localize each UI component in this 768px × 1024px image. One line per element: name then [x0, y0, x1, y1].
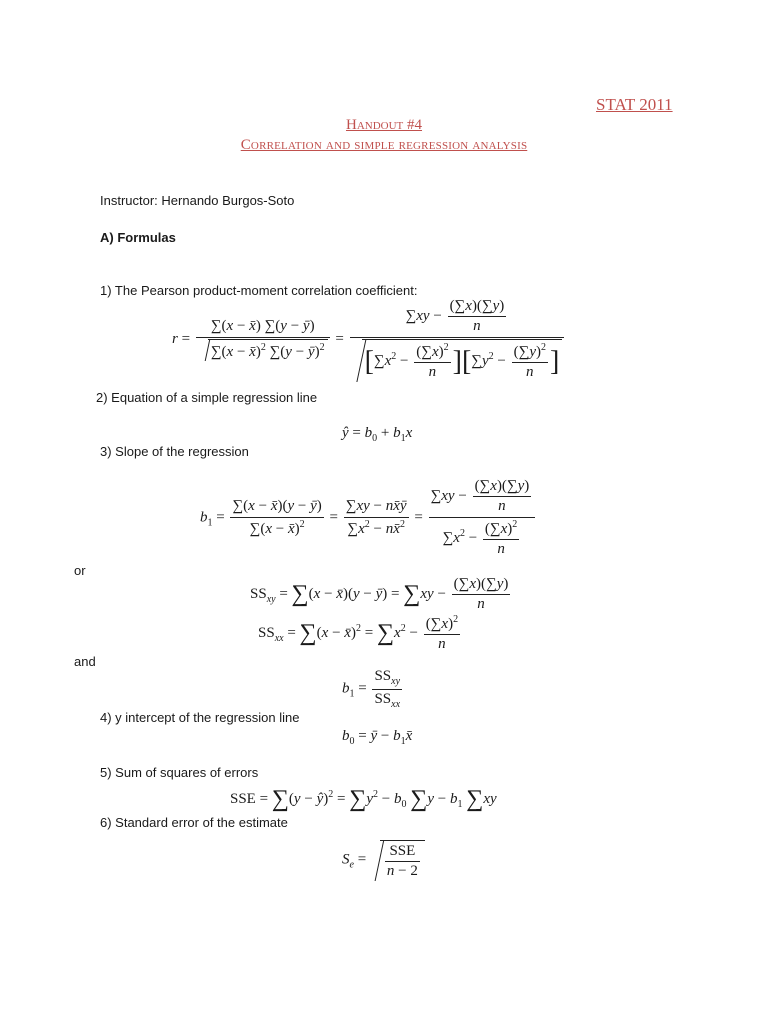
course-code: STAT 2011 — [596, 95, 673, 114]
intercept-formula: $b_0$ = ȳ − $b_1x̄$ — [342, 728, 413, 747]
pearson-formula: r = $\frac{\sum(x - x̄) \sum(y - ȳ)}{\sum(x - x̄)^2 \sum(y - ȳ)^2}$ = ∑xy − $\frac{(\sum x)(\sum y)}{n}$ [$\sum x^2$ − $\frac{(\sum x)^2}{n}$ ][$\sum y^2$ − $\frac{(\sum y)^2}{n}$ ] — [172, 298, 566, 381]
item-6-label: 6) Standard error of the estimate — [100, 815, 288, 830]
instructor-line: Instructor: Hernando Burgos-Soto — [100, 193, 295, 208]
sse-formula: SSE = ∑(y − ŷ)$^2$ = $\sum y^2 - b_0$ $\sum y - b_1$ ∑xy — [230, 786, 497, 812]
item-4-label: 4) y intercept of the regression line — [100, 710, 300, 725]
slope-formula: $b_1$ = $\frac{\sum(x - x̄)(y - ȳ)}{\sum(x - x̄)^2}$ = $\frac{\sum xy - nx̄ȳ}{\sum x^2 - nx̄^2}$ = ∑xy − $\frac{(\sum x)(\sum y)}{n}$ $\sum x^2$ − $\frac{(\sum x)^2}{n}$ — [200, 478, 537, 558]
handout-title: Handout #4 — [345, 117, 423, 133]
handout-subtitle: Correlation and simple regression analysis — [240, 137, 528, 153]
or-label: or — [74, 563, 86, 578]
ssxy-formula: $SS_{xy} = \sum(x$ − x̄)(y − ȳ) = ∑xy − $\frac{(\sum x)(\sum y)}{n}$ — [250, 576, 509, 613]
item-3-label: 3) Slope of the regression — [100, 444, 249, 459]
item-5-label: 5) Sum of squares of errors — [100, 765, 259, 780]
item-2-label: 2) Equation of a simple regression line — [96, 390, 318, 405]
section-heading: A) Formulas — [100, 230, 176, 245]
item-1-label: 1) The Pearson product-moment correlation coefficient: — [100, 283, 418, 298]
and-label: and — [74, 654, 96, 669]
standard-error-formula: $S_e$ = $\frac{\text{SSE}}{n - 2}$ — [342, 840, 425, 881]
b1-ss-formula: $b_1$ = $\frac{SS_{xy}}{SS_{xx}}$ — [342, 668, 401, 710]
regression-line-formula: ŷ = $b_0 + b_1x$ — [342, 425, 413, 444]
ssxx-formula: $SS_{xx} = \sum(x$ − x̄)$^2$ = $\sum x^2$ − $\frac{(\sum x)^2}{n}$ — [258, 614, 459, 653]
